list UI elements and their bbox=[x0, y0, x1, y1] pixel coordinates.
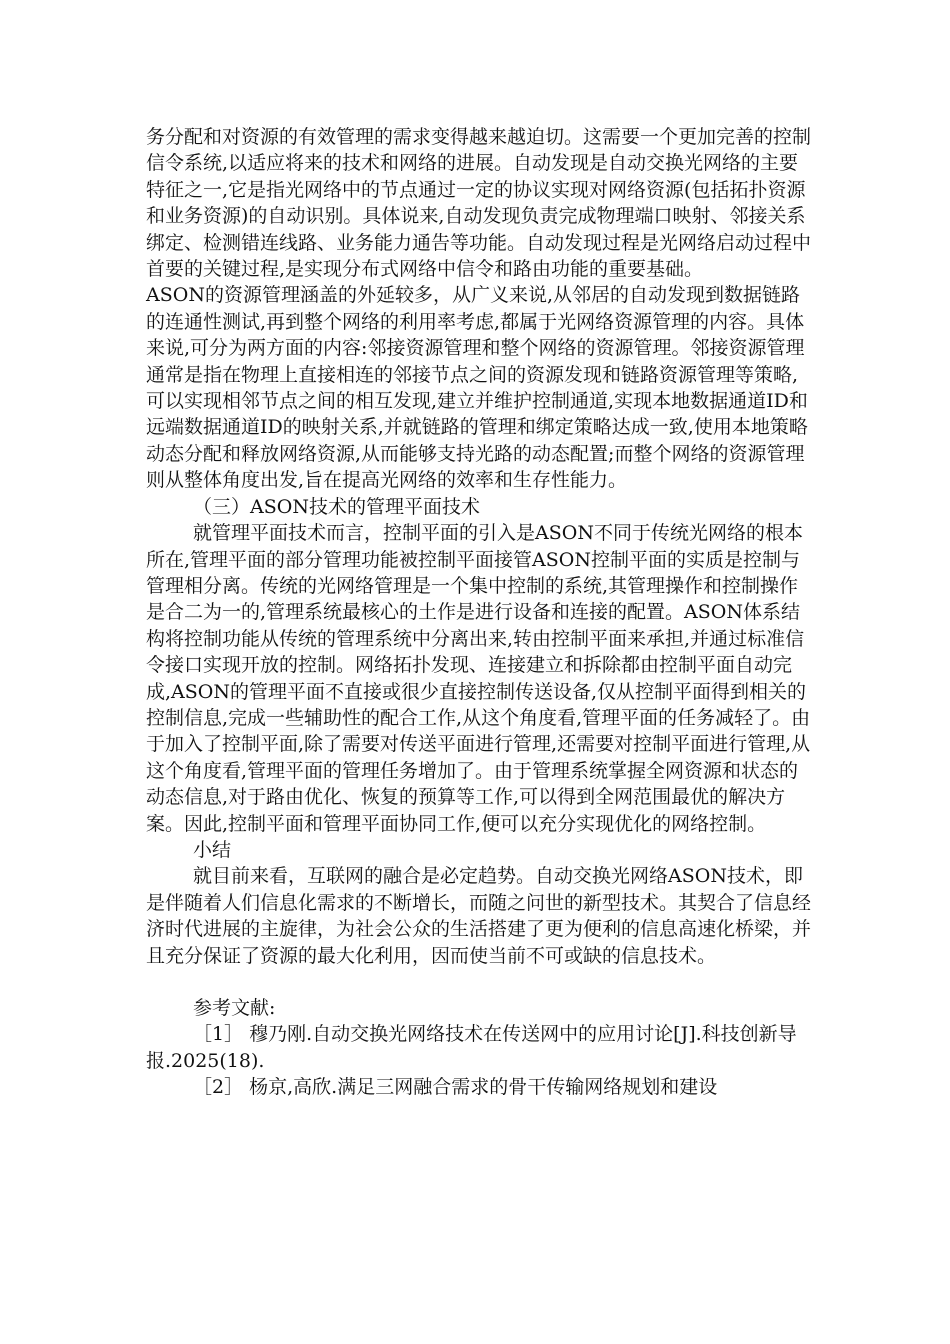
blank-line bbox=[146, 969, 816, 995]
paragraph-management-plane bbox=[146, 520, 816, 837]
references-title: 参考文献: bbox=[193, 997, 276, 1019]
reference-item bbox=[146, 1021, 816, 1074]
section-heading-summary: 小结 bbox=[193, 838, 232, 861]
paragraph-resource-management: ASON的资源管理涵盖的外延较多，从广义来说,从邻居的自动发现到数据链路的连通性测试,再到整个网络的利用率考虑,都属于光网络资源管理的内容。具体来说,可分为两方面的内容:邻接资源管理和整个网络的资源管理。邻接资源管理通常是指在物理上直接相连的邻接节点之间的资源发现和链路资源管理等策略,可以实现相邻节点之间的相互发现,建立并维护控制通道,实现本地数据通道ID和远端数据通道ID的映射关系,并就链路的管理和绑定策略达成一致,使用本地策略动态分配和释放网络资源,从而能够支持光路的动态配置;而整个网络的资源管理则从整体角度出发,旨在提高光网络的效率和生存性能力。 bbox=[146, 284, 808, 492]
paragraph-summary bbox=[146, 863, 816, 969]
reference-item bbox=[146, 1074, 816, 1100]
paragraph-auto-discovery: 务分配和对资源的有效管理的需求变得越来越迫切。这需要一个更加完善的控制信令系统,以适应将来的技术和网络的进展。自动发现是自动交换光网络的主要特征之一,它是指光网络中的节点通过一定的协议实现对网络资源(包括拓扑资源和业务资源)的自动识别。具体说来,自动发现负责完成物理端口映射、邻接关系绑定、检测错连线路、业务能力通告等功能。自动发现过程是光网络启动过程中首要的关键过程,是实现分布式网络中信令和路由功能的重要基础。 bbox=[146, 126, 812, 281]
document-body bbox=[146, 124, 816, 1101]
section-heading-management-plane: （三）ASON技术的管理平面技术 bbox=[193, 495, 480, 518]
paragraph-summary-text: 就目前来看，互联网的融合是必定趋势。自动交换光网络ASON技术，即是伴随着人们信息化需求的不断增长，而随之问世的新型技术。其契合了信息经济时代进展的主旋律，为社会公众的生活搭建了更为便利的信息高速化桥梁，并且充分保证了资源的最大化利用，因而使当前不可或缺的信息技术。 bbox=[146, 865, 812, 967]
paragraph-management-plane-text: 就管理平面技术而言，控制平面的引入是ASON不同于传统光网络的根本所在,管理平面的部分管理功能被控制平面接管ASON控制平面的实质是控制与管理相分离。传统的光网络管理是一个集中控制的系统,其管理操作和控制操作是合二为一的,管理系统最核心的土作是进行设备和连接的配置。ASON体系结构将控制功能从传统的管理系统中分离出来,转由控制平面来承担,并通过标准信令接口实现开放的控制。网络拓扑发现、连接建立和拆除都由控制平面自动完成,ASON的管理平面不直接或很少直接控制传送设备,仅从控制平面得到相关的控制信息,完成一些辅助性的配合工作,从这个角度看,管理平面的任务减轻了。由于加入了控制平面,除了需要对传送平面进行管理,还需要对控制平面进行管理,从这个角度看,管理平面的管理任务增加了。由于管理系统掌握全网资源和状态的动态信息,对于路由优化、恢复的预算等工作,可以得到全网范围最优的解决方案。因此,控制平面和管理平面协同工作,便可以充分实现优化的网络控制。 bbox=[146, 522, 811, 835]
reference-item-1-text: ［1］ 穆乃刚.自动交换光网络技术在传送网中的应用讨论[J].科技创新导报.2025(18). bbox=[146, 1023, 797, 1072]
reference-item-2-text: ［2］ 杨京,高欣.满足三网融合需求的骨干传输网络规划和建设 bbox=[193, 1076, 718, 1099]
